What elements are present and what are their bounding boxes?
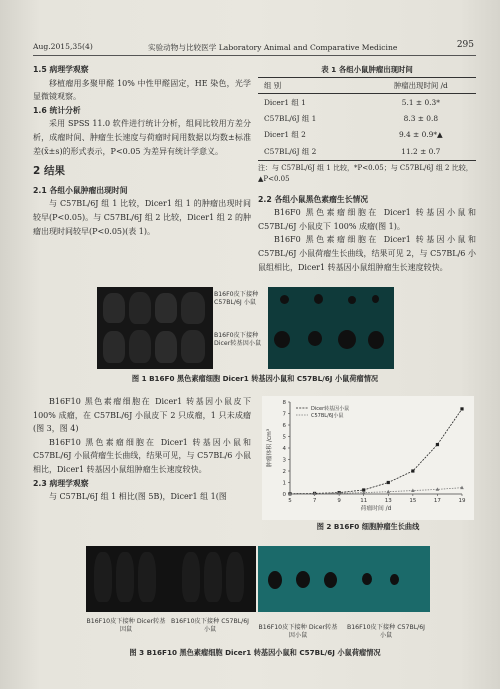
issue-info: Aug.2015,35(4) xyxy=(33,42,93,51)
y-tick-label: 7 xyxy=(282,411,286,418)
y-tick-label: 5 xyxy=(282,434,286,441)
section-1-5-title: 1.5 病理学观察 xyxy=(33,65,89,74)
x-tick-label: 7 xyxy=(312,498,317,504)
table-cell: 5.1 ± 0.3* xyxy=(401,97,440,107)
figure-3-photo-mice xyxy=(86,546,256,612)
y-tick-label: 0 xyxy=(282,492,286,498)
data-point xyxy=(436,443,439,446)
section-2-2-para-2: B16F0 黑色素瘤细胞在 Dicer1 转基因小鼠和 C57BL/6J 小鼠荷瘤生长曲线，结果可见 2，与 C57BL/6 小鼠组相比，Dicer1 转基因小鼠组肿瘤生长速度较快。 xyxy=(258,235,476,272)
section-2-1-title: 2.1 各组小鼠肿瘤出现时间 xyxy=(33,185,128,195)
x-axis-label: 荷瘤时间 /d xyxy=(360,506,392,512)
middle-para-2: B16F10 黑色素瘤细胞在 Dicer1 转基因小鼠和 C57BL/6J 小鼠荷瘤生长曲线，结果可见，与 C57BL/6 小鼠相比，Dicer1 转基因小鼠组肿瘤生长速度较快。 xyxy=(33,437,251,474)
section-2-3-title: 2.3 病理学观察 xyxy=(33,478,89,488)
table-row xyxy=(258,94,476,111)
figure-3-label-4: B16F10皮下接种 C57BL/6J小鼠 xyxy=(347,624,425,639)
data-point xyxy=(411,469,414,472)
table-row xyxy=(258,127,476,143)
left-column-top xyxy=(33,63,251,238)
table-header-group: 组 别 xyxy=(258,77,366,94)
y-tick-label: 6 xyxy=(282,423,286,429)
middle-para-1: B16F10 黑色素瘤细胞在 Dicer1 转基因小鼠皮下 100% 成瘤，在 C57BL/6J 小鼠皮下 2 只成瘤，1 只未成瘤(图 3，图 4) xyxy=(33,397,251,434)
legend-label: C57BL/6J小鼠 xyxy=(311,413,344,419)
journal-title: 实验动物与比较医学 Laboratory Animal and Comparative Medicine xyxy=(148,43,398,52)
figure-2-chart xyxy=(262,396,474,520)
data-point xyxy=(460,407,463,410)
section-2-2-para-1: B16F0 黑色素瘤细胞在 Dicer1 转基因小鼠和 C57BL/6J 小鼠皮下 100% 成瘤(图 1)。 xyxy=(258,208,476,231)
x-tick-label: 5 xyxy=(288,498,292,504)
section-1-5-text: 移植瘤用多聚甲醛 10% 中性甲醛固定，HE 染色，光学显微镜观察。 xyxy=(33,78,251,102)
figure-3-caption: 图 3 B16F10 黑色素瘤细胞 Dicer1 转基因小鼠和 C57BL/6J 小鼠荷瘤情况 xyxy=(129,648,381,657)
figure-1-label-c57: B16F0皮下接种 C57BL/6J 小鼠 xyxy=(214,291,259,306)
right-column-top xyxy=(258,63,476,274)
y-tick-label: 1 xyxy=(282,480,286,487)
section-2-2-title: 2.2 各组小鼠黑色素瘤生长情况 xyxy=(258,194,369,204)
figure-1-label-dicer: B16F0皮下接种 Dicer转基因小鼠 xyxy=(214,332,262,347)
figure-1-photo-mice xyxy=(97,287,213,369)
table-row xyxy=(258,143,476,160)
y-tick-label: 3 xyxy=(282,457,286,464)
figure-3-label-1: B16F10皮下接种 Dicer转基因鼠 xyxy=(86,618,166,633)
left-column-middle xyxy=(33,395,251,504)
table-cell: Dicer1 组 1 xyxy=(264,97,306,107)
section-2-title: 2 结果 xyxy=(33,165,65,178)
y-tick-label: 8 xyxy=(282,400,286,406)
table-cell: C57BL/6J 组 1 xyxy=(264,113,317,123)
legend-label: Dicer转基因小鼠 xyxy=(311,406,350,412)
header-rule xyxy=(33,55,476,56)
table-1-note: 注：与 C57BL/6J 组 1 比较，*P<0.05；与 C57BL/6J 组 2 比较，▲P<0.05 xyxy=(258,163,473,183)
figure-1-caption: 图 1 B16F0 黑色素瘤细胞 Dicer1 转基因小鼠和 C57BL/6J 小鼠荷瘤情况 xyxy=(131,374,379,383)
table-1 xyxy=(258,77,476,161)
table-cell: 9.4 ± 0.9*▲ xyxy=(398,130,443,140)
table-cell: Dicer1 组 2 xyxy=(264,130,306,140)
table-cell: 11.2 ± 0.7 xyxy=(366,143,476,160)
running-header xyxy=(33,40,476,54)
x-tick-label: 9 xyxy=(337,498,341,504)
section-1-6-text: 采用 SPSS 11.0 软件进行统计分析，组间比较用方差分析，成瘤时间、肿瘤生长速度与荷瘤时间用数据以均数±标准差(x̄±s)的形式表示，P<0.05 为差异有统计学意义。 xyxy=(33,119,251,156)
x-tick-label: 13 xyxy=(384,498,392,504)
figure-2-caption: 图 2 B16F0 细胞肿瘤生长曲线 xyxy=(316,522,420,531)
figure-3-photo-tumors xyxy=(258,546,430,612)
section-1-6-title: 1.6 统计分析 xyxy=(33,105,81,115)
figure-3-label-2: B16F10皮下接种 C57BL/6J小鼠 xyxy=(171,618,249,633)
x-tick-label: 15 xyxy=(409,498,417,504)
figure-1-photo-tumors xyxy=(268,287,394,369)
table-header-time: 肿瘤出现时间 /d xyxy=(366,77,476,94)
data-point xyxy=(387,481,390,484)
table-row xyxy=(258,111,476,127)
chart-background xyxy=(262,396,474,520)
table-cell: 8.3 ± 0.8 xyxy=(403,113,439,123)
table-1-title: 表 1 各组小鼠肿瘤出现时间 xyxy=(321,65,413,74)
y-tick-label: 4 xyxy=(282,446,286,452)
y-axis-label: 肿瘤体积 /cm³ xyxy=(267,428,273,468)
x-tick-label: 11 xyxy=(360,498,368,504)
page-number: 295 xyxy=(456,40,474,50)
section-2-1-text: 与 C57BL/6J 组 1 比较，Dicer1 组 1 的肿瘤出现时间较早(P<0.05)。与 C57BL/6J 组 2 比较，Dicer1 组 2 的肿瘤出现时间较早(P<0.05)(表 1)。 xyxy=(33,199,251,236)
y-tick-label: 2 xyxy=(282,469,286,475)
x-tick-label: 19 xyxy=(458,498,466,504)
section-2-3-text: 与 C57BL/6J 组 1 相比(图 5B)，Dicer1 组 1(图 xyxy=(49,492,227,502)
figure-3-label-3: B16F10皮下接种 Dicer转基因小鼠 xyxy=(258,624,338,639)
x-tick-label: 17 xyxy=(433,498,441,504)
table-cell: C57BL/6J 组 2 xyxy=(258,143,366,160)
